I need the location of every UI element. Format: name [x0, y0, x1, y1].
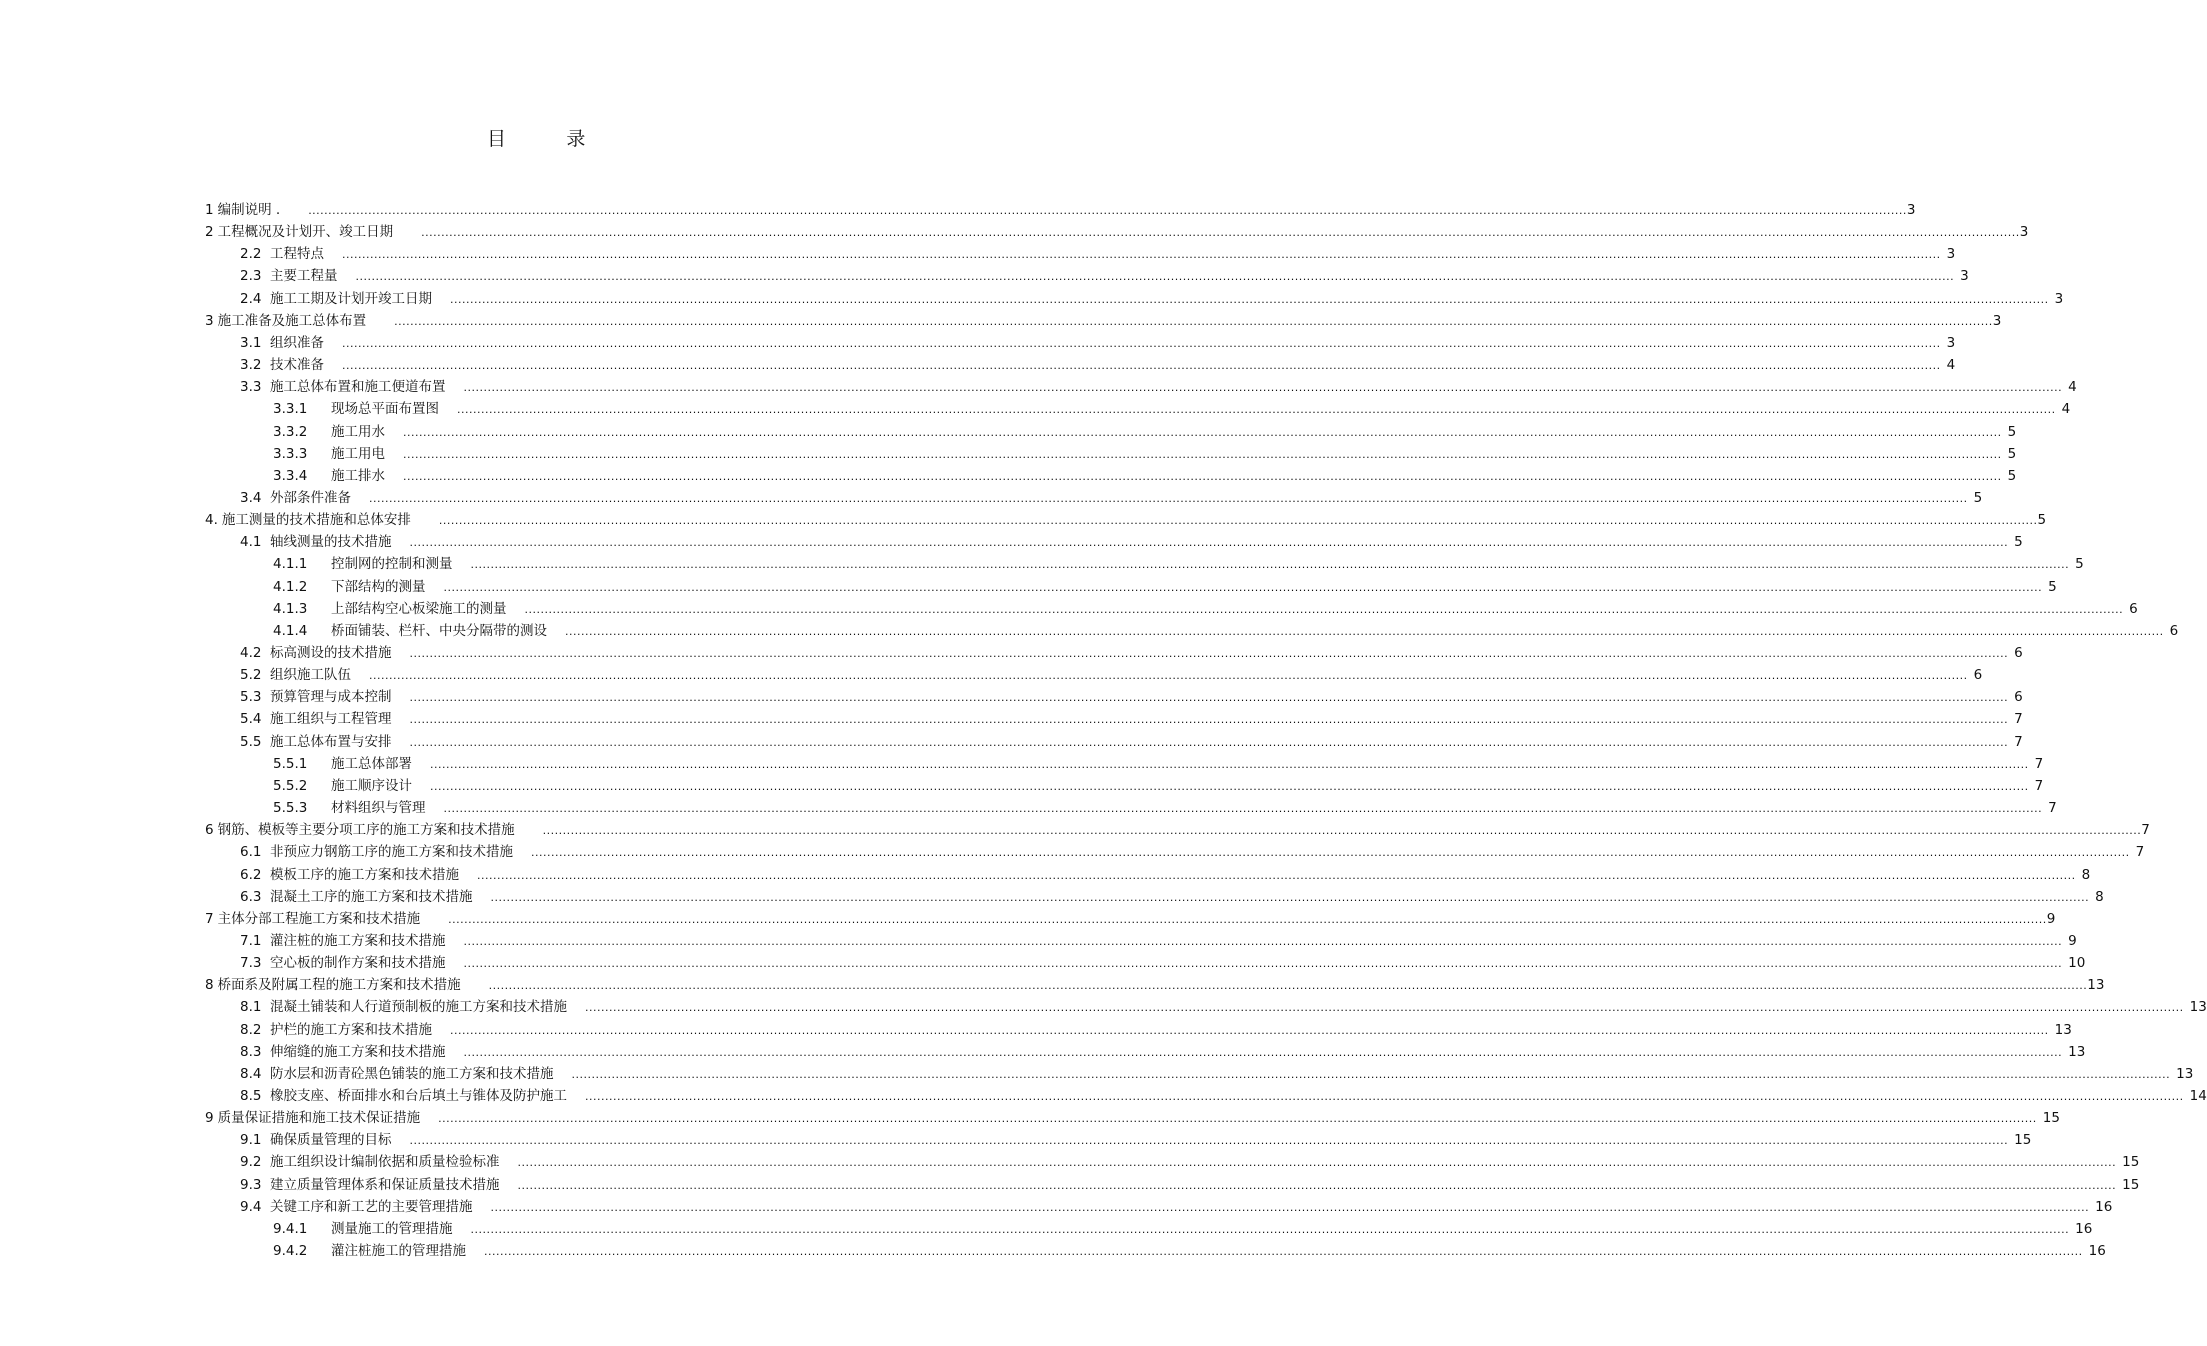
toc-entry-number: 9.4.1 [273, 1220, 308, 1237]
toc-entry-title: 施工排水 [331, 467, 385, 484]
toc-page-number: 3 [1946, 334, 1956, 351]
toc-page-number: 6 [2169, 622, 2179, 639]
toc-entry-number: 4.1.1 [273, 556, 308, 573]
toc-entry-number: 8.4 [240, 1065, 262, 1082]
toc-entry-number: 9.4 [240, 1198, 262, 1215]
toc-entry[interactable] [273, 396, 2071, 418]
toc-entry-title: 外部条件准备 [270, 489, 351, 506]
toc-entry-number: 6.2 [240, 866, 262, 883]
toc-entry-title: 主体分部工程施工方案和技术措施 [217, 910, 421, 927]
toc-dot-leader: ................................................................................................................................................................................................................................................................................................................................................................................................................ [517, 1178, 2117, 1192]
toc-page-number: 3 [1946, 246, 1956, 263]
toc-entry[interactable] [273, 596, 2138, 618]
toc-entry[interactable] [273, 618, 2179, 640]
toc-dot-leader: ................................................................................................................................................................................................................................................................................................................................................................................................................ [457, 403, 2056, 417]
toc-entry[interactable] [205, 219, 2029, 241]
toc-entry[interactable] [240, 1039, 2086, 1061]
toc-page-number: 8 [2095, 888, 2104, 905]
toc-page-number: 4 [2061, 401, 2071, 418]
toc-entry-title: 施工测量的技术措施和总体安排 [221, 512, 411, 529]
toc-entry-title: 关键工序和新工艺的主要管理措施 [270, 1198, 473, 1215]
toc-page-number: 5 [2007, 423, 2017, 440]
toc-entry[interactable] [240, 1061, 2194, 1083]
toc-dot-leader: ................................................................................................................................................................................................................................................................................................................................................................................................................ [585, 1001, 2184, 1015]
toc-entry[interactable] [240, 994, 2207, 1016]
toc-entry[interactable] [240, 1172, 2140, 1194]
toc-dot-leader: ................................................................................................................................................................................................................................................................................................................................................................................................................ [443, 580, 2043, 594]
toc-entry-title: 组织施工队伍 [270, 667, 351, 684]
toc-entry-title: 下部结构的测量 [331, 578, 426, 595]
toc-page-number: 6 [2014, 645, 2023, 661]
toc-entry[interactable] [205, 972, 2105, 994]
toc-entry[interactable] [273, 419, 2017, 441]
toc-entry-title: 施工总体布置与安排 [270, 733, 392, 750]
toc-entry[interactable] [240, 352, 1956, 374]
toc-dot-leader: ................................................................................................................................................................................................................................................................................................................................................................................................................ [409, 713, 2009, 727]
toc-entry-title: 施工用水 [331, 423, 385, 440]
toc-entry[interactable] [240, 1127, 2032, 1149]
toc-entry-number: 2 [205, 224, 214, 241]
toc-dot-leader: ................................................................................................................................................................................................................................................................................................................................................................................................................ [463, 957, 2063, 971]
toc-entry-title: 伸缩缝的施工方案和技术措施 [270, 1043, 446, 1060]
toc-entry-number: 4. [205, 512, 218, 529]
toc-entry[interactable] [240, 330, 1956, 352]
toc-page-number: 15 [2122, 1176, 2140, 1193]
toc-entry[interactable] [240, 950, 2086, 972]
toc-entry-title: 确保质量管理的目标 [270, 1132, 392, 1149]
toc-entry-number: 3 [205, 312, 214, 329]
toc-page-number: 7 [2048, 800, 2057, 817]
toc-entry-number: 3.3.4 [273, 467, 308, 484]
toc-dot-leader: ................................................................................................................................................................................................................................................................................................................................................................................................................ [409, 536, 2009, 550]
toc-entry-number: 3.2 [240, 357, 262, 374]
toc-entry-number: 8.1 [240, 999, 262, 1016]
toc-page-number: 16 [2088, 1243, 2106, 1260]
toc-entry[interactable] [240, 839, 2145, 861]
toc-page-number: 3 [2054, 290, 2064, 307]
toc-dot-leader: ................................................................................................................................................................................................................................................................................................................................................................................................................ [470, 1222, 2070, 1236]
toc-entry-title: 施工用电 [331, 445, 385, 462]
toc-entry-title: 标高测设的技术措施 [270, 645, 392, 661]
toc-entry-number: 5.2 [240, 667, 262, 684]
toc-entry-title: 施工组织与工程管理 [270, 711, 392, 728]
toc-entry-number: 7.1 [240, 932, 262, 949]
toc-page-number: 16 [2075, 1220, 2093, 1237]
toc-dot-leader: ................................................................................................................................................................................................................................................................................................................................................................................................................ [355, 270, 1955, 284]
toc-entry[interactable] [205, 308, 2002, 330]
toc-page-number: 3 [1906, 202, 1916, 218]
toc-entry-number: 3.1 [240, 334, 262, 351]
toc-dot-leader: ................................................................................................................................................................................................................................................................................................................................................................................................................ [342, 359, 1941, 373]
toc-page-number: 5 [2007, 445, 2017, 462]
toc-entry-number: 8.2 [240, 1021, 262, 1038]
toc-entry-number: 6.1 [240, 844, 262, 861]
toc-dot-leader: ................................................................................................................................................................................................................................................................................................................................................................................................................ [409, 691, 2009, 705]
toc-entry[interactable] [240, 662, 1983, 684]
toc-page-number: 15 [2042, 1110, 2060, 1127]
toc-entry[interactable] [240, 263, 1969, 285]
toc-dot-leader: ................................................................................................................................................................................................................................................................................................................................................................................................................ [403, 447, 2002, 461]
toc-page-number: 5 [2007, 467, 2017, 484]
toc-entry[interactable] [240, 706, 2023, 728]
toc-entry-title: 桥面铺装、栏杆、中央分隔带的测设 [331, 622, 547, 639]
toc-entry-number: 2.4 [240, 290, 262, 307]
toc-dot-leader: ................................................................................................................................................................................................................................................................................................................................................................................................................ [369, 669, 1968, 683]
toc-entry-number: 7.3 [240, 955, 262, 972]
toc-entry-title: 控制网的控制和测量 [331, 556, 453, 573]
toc-entry-title: 测量施工的管理措施 [331, 1220, 453, 1237]
toc-entry[interactable] [240, 862, 2091, 884]
toc-entry-number: 5.3 [240, 689, 262, 706]
toc-dot-leader: ................................................................................................................................................................................................................................................................................................................................................................................................................ [463, 934, 2063, 948]
toc-entry-number: 8.5 [240, 1088, 262, 1104]
toc-entry[interactable] [240, 928, 2077, 950]
toc-entry-title: 材料组织与管理 [331, 800, 426, 817]
toc-dot-leader: ................................................................................................................................................................................................................................................................................................................................................................................................................ [517, 1156, 2117, 1170]
toc-dot-leader: ................................................................................................................................................................................................................................................................................................................................................................................................................ [531, 846, 2130, 860]
toc-entry-number: 7 [205, 910, 214, 927]
toc-page-number: 15 [2014, 1132, 2032, 1149]
toc-entry[interactable] [273, 463, 2017, 485]
toc-entry-title: 橡胶支座、桥面排水和台后填土与锥体及防护施工 [270, 1088, 567, 1104]
toc-entry-number: 9.2 [240, 1154, 262, 1171]
toc-entry-number: 4.1.3 [273, 600, 308, 617]
toc-page-number: 6 [1973, 667, 1983, 684]
toc-entry-title: 模板工序的施工方案和技术措施 [270, 866, 459, 883]
toc-page-number: 10 [2068, 955, 2086, 972]
toc-entry[interactable] [273, 751, 2044, 773]
toc-entry[interactable] [205, 1105, 2060, 1127]
toc-entry-number: 6.3 [240, 888, 262, 905]
toc-entry[interactable] [240, 286, 2064, 308]
toc-entry-title: 灌注桩施工的管理措施 [331, 1243, 466, 1260]
toc-dot-leader: ................................................................................................................................................................................................................................................................................................................................................................................................................ [488, 979, 2088, 993]
toc-entry-title: 施工准备及施工总体布置 [217, 312, 367, 329]
toc-dot-leader: ................................................................................................................................................................................................................................................................................................................................................................................................................ [470, 558, 2070, 572]
toc-page-number: 6 [2014, 689, 2023, 706]
toc-dot-leader: ................................................................................................................................................................................................................................................................................................................................................................................................................ [403, 425, 2002, 439]
toc-page-number: 3 [2019, 224, 2029, 241]
toc-entry-title: 非预应力钢筋工序的施工方案和技术措施 [270, 844, 513, 861]
toc-entry[interactable] [240, 485, 1983, 507]
toc-entry[interactable] [205, 507, 2047, 529]
toc-entry[interactable] [240, 1149, 2140, 1171]
toc-entry-title: 工程特点 [270, 246, 324, 263]
toc-dot-leader: ................................................................................................................................................................................................................................................................................................................................................................................................................ [490, 1200, 2090, 1214]
toc-entry-number: 5.5.1 [273, 755, 308, 772]
toc-entry[interactable] [273, 1238, 2106, 1260]
toc-entry-number: 3.3.3 [273, 445, 308, 462]
toc-dot-leader: ................................................................................................................................................................................................................................................................................................................................................................................................................ [571, 1067, 2171, 1081]
toc-dot-leader: ................................................................................................................................................................................................................................................................................................................................................................................................................ [443, 802, 2043, 816]
toc-entry[interactable] [240, 374, 2077, 396]
toc-entry-title: 施工工期及计划开竣工日期 [270, 290, 432, 307]
toc-entry[interactable] [205, 817, 2150, 839]
toc-entry-title: 空心板的制作方案和技术措施 [270, 955, 446, 972]
toc-entry-title: 主要工程量 [270, 268, 338, 285]
toc-entry-number: 9 [205, 1110, 214, 1127]
toc-dot-leader: ................................................................................................................................................................................................................................................................................................................................................................................................................ [409, 735, 2009, 749]
toc-page-number: 4 [1946, 357, 1956, 374]
toc-dot-leader: ................................................................................................................................................................................................................................................................................................................................................................................................................ [430, 779, 2029, 793]
toc-page-number: 13 [2176, 1065, 2194, 1082]
toc-dot-leader: ................................................................................................................................................................................................................................................................................................................................................................................................................ [450, 1023, 2049, 1037]
toc-entry-title: 施工组织设计编制依据和质量检验标准 [270, 1154, 500, 1171]
toc-entry-number: 3.4 [240, 489, 262, 506]
toc-page-number: 5 [2037, 512, 2047, 529]
toc-dot-leader: ................................................................................................................................................................................................................................................................................................................................................................................................................ [421, 226, 2020, 240]
toc-dot-leader: ................................................................................................................................................................................................................................................................................................................................................................................................................ [450, 292, 2049, 306]
toc-page-number: 13 [2087, 977, 2105, 994]
toc-page-number: 6 [2129, 600, 2138, 617]
toc-dot-leader: ................................................................................................................................................................................................................................................................................................................................................................................................................ [585, 1090, 2184, 1103]
toc-entry-number: 9.3 [240, 1176, 262, 1193]
toc-dot-leader: ................................................................................................................................................................................................................................................................................................................................................................................................................ [438, 514, 2038, 528]
toc-entry-title: 防水层和沥青砼黑色铺装的施工方案和技术措施 [270, 1065, 554, 1082]
toc-page-number: 9 [2046, 910, 2056, 927]
toc-entry[interactable] [240, 729, 2023, 751]
toc-entry[interactable] [273, 574, 2057, 596]
toc-dot-leader: ................................................................................................................................................................................................................................................................................................................................................................................................................ [430, 757, 2029, 771]
toc-dot-leader: ................................................................................................................................................................................................................................................................................................................................................................................................................ [484, 1245, 2083, 1259]
toc-dot-leader: ................................................................................................................................................................................................................................................................................................................................................................................................................ [409, 647, 2009, 660]
toc-entry[interactable] [240, 1083, 2207, 1105]
toc-entry[interactable] [205, 197, 1916, 219]
toc-entry-number: 2.3 [240, 268, 262, 285]
toc-entry-number: 5.4 [240, 711, 262, 728]
toc-entry[interactable] [240, 529, 2023, 551]
toc-dot-leader: ................................................................................................................................................................................................................................................................................................................................................................................................................ [342, 336, 1941, 350]
page-title: 目 录 [487, 128, 586, 150]
toc-entry-title: 工程概况及计划开、竣工日期 [217, 224, 394, 241]
toc-entry[interactable] [273, 551, 2084, 573]
toc-dot-leader: ................................................................................................................................................................................................................................................................................................................................................................................................................ [369, 491, 1968, 505]
toc-entry[interactable] [273, 1216, 2093, 1238]
toc-entry-title: 质量保证措施和施工技术保证措施 [217, 1110, 421, 1127]
toc-entry[interactable] [240, 640, 2023, 662]
toc-entry[interactable] [273, 773, 2044, 795]
toc-page-number: 3 [1960, 268, 1969, 285]
toc-entry[interactable] [205, 906, 2056, 928]
toc-page-number: 16 [2095, 1198, 2113, 1215]
toc-page-number: 8 [2081, 866, 2091, 883]
toc-entry-number: 4.1 [240, 534, 262, 551]
toc-page-number: 7 [2034, 777, 2044, 794]
toc-entry-title: 钢筋、模板等主要分项工序的施工方案和技术措施 [217, 822, 515, 839]
toc-dot-leader: ................................................................................................................................................................................................................................................................................................................................................................................................................ [524, 602, 2124, 616]
toc-page-number: 9 [2068, 932, 2077, 949]
toc-entry-number: 4.1.4 [273, 622, 308, 639]
toc-entry[interactable] [273, 441, 2017, 463]
toc-page-number: 7 [2014, 711, 2023, 728]
toc-dot-leader: ................................................................................................................................................................................................................................................................................................................................................................................................................ [463, 1045, 2063, 1059]
toc-page-number: 7 [2034, 755, 2044, 772]
toc-entry-title: 施工顺序设计 [331, 777, 412, 794]
toc-page-number: 7 [2141, 822, 2150, 839]
toc-entry-title: 组织准备 [270, 334, 324, 351]
toc-entry-title: 混凝土铺装和人行道预制板的施工方案和技术措施 [270, 999, 567, 1016]
toc-dot-leader: ................................................................................................................................................................................................................................................................................................................................................................................................................ [438, 1112, 2037, 1126]
toc-entry-number: 9.1 [240, 1132, 262, 1149]
toc-entry-number: 9.4.2 [273, 1243, 308, 1260]
toc-entry-number: 8.3 [240, 1043, 262, 1060]
toc-entry[interactable] [240, 684, 2023, 706]
toc-entry-title: 建立质量管理体系和保证质量技术措施 [270, 1176, 500, 1193]
toc-page-number: 5 [2048, 578, 2057, 595]
toc-page-number: 5 [1973, 489, 1983, 506]
toc-entry-title: 编制说明 . [217, 202, 281, 218]
toc-entry-number: 3.3 [240, 379, 262, 396]
toc-entry[interactable] [240, 1194, 2113, 1216]
toc-page-number: 3 [1992, 312, 2002, 329]
toc-entry-title: 轴线测量的技术措施 [270, 534, 392, 551]
toc-page-number: 14 [2189, 1088, 2207, 1104]
toc-entry-title: 预算管理与成本控制 [270, 689, 392, 706]
toc-dot-leader: ................................................................................................................................................................................................................................................................................................................................................................................................................ [342, 248, 1941, 262]
toc-dot-leader: ................................................................................................................................................................................................................................................................................................................................................................................................................ [565, 624, 2164, 638]
toc-dot-leader: ................................................................................................................................................................................................................................................................................................................................................................................................................ [448, 912, 2047, 926]
toc-entry-title: 现场总平面布置图 [331, 401, 439, 418]
toc-entry[interactable] [240, 1017, 2072, 1039]
toc-entry-number: 2.2 [240, 246, 262, 263]
toc-entry[interactable] [240, 241, 1956, 263]
toc-entry-title: 混凝土工序的施工方案和技术措施 [270, 888, 473, 905]
toc-page-number: 4 [2068, 379, 2077, 396]
toc-entry-number: 8 [205, 977, 214, 994]
toc-page-number: 13 [2068, 1043, 2086, 1060]
toc-page-number: 7 [2135, 844, 2145, 861]
toc-entry-title: 施工总体部署 [331, 755, 412, 772]
toc-entry-title: 技术准备 [270, 357, 324, 374]
toc-dot-leader: ................................................................................................................................................................................................................................................................................................................................................................................................................ [308, 204, 1907, 217]
toc-entry-number: 5.5 [240, 733, 262, 750]
toc-entry-number: 4.1.2 [273, 578, 308, 595]
toc-entry-title: 桥面系及附属工程的施工方案和技术措施 [217, 977, 461, 994]
toc-entry-title: 施工总体布置和施工便道布置 [270, 379, 446, 396]
toc-entry-number: 5.5.2 [273, 777, 308, 794]
toc-page-number: 13 [2189, 999, 2207, 1016]
toc-page-number: 7 [2014, 733, 2023, 750]
toc-entry-title: 灌注桩的施工方案和技术措施 [270, 932, 446, 949]
toc-dot-leader: ................................................................................................................................................................................................................................................................................................................................................................................................................ [477, 868, 2076, 882]
toc-dot-leader: ................................................................................................................................................................................................................................................................................................................................................................................................................ [490, 890, 2090, 904]
toc-dot-leader: ................................................................................................................................................................................................................................................................................................................................................................................................................ [409, 1134, 2009, 1148]
toc-entry[interactable] [273, 795, 2057, 817]
toc-entry-title: 护栏的施工方案和技术措施 [270, 1021, 432, 1038]
toc-page-number: 15 [2122, 1154, 2140, 1171]
toc-entry-title: 上部结构空心板梁施工的测量 [331, 600, 507, 617]
toc-entry-number: 3.3.1 [273, 401, 308, 418]
toc-entry-number: 1 [205, 202, 214, 218]
toc-dot-leader: ................................................................................................................................................................................................................................................................................................................................................................................................................ [394, 314, 1993, 328]
toc-entry-number: 5.5.3 [273, 800, 308, 817]
toc-page-number: 13 [2054, 1021, 2072, 1038]
toc-page-number: 5 [2014, 534, 2023, 551]
toc-entry-number: 6 [205, 822, 214, 839]
toc-entry-number: 4.2 [240, 645, 262, 661]
toc-dot-leader: ................................................................................................................................................................................................................................................................................................................................................................................................................ [403, 469, 2002, 483]
toc-entry[interactable] [240, 884, 2104, 906]
toc-page-number: 5 [2075, 556, 2084, 573]
toc-entry-number: 3.3.2 [273, 423, 308, 440]
toc-dot-leader: ................................................................................................................................................................................................................................................................................................................................................................................................................ [542, 824, 2142, 838]
toc-dot-leader: ................................................................................................................................................................................................................................................................................................................................................................................................................ [463, 381, 2063, 395]
